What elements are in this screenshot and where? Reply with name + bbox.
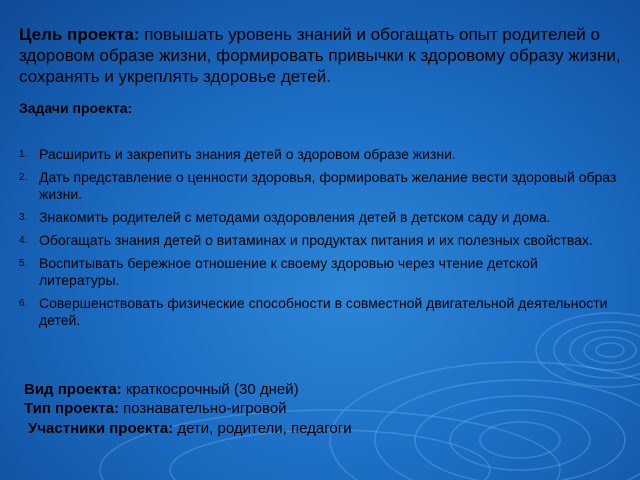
list-item-text: Воспитывать бережное отношение к своему здоровью через чтение детской литературы.: [39, 255, 538, 288]
list-item: [19, 146, 619, 163]
list-item-number: 2.: [19, 172, 28, 183]
list-item-number: 1.: [19, 149, 28, 160]
project-participants: [28, 420, 352, 438]
list-item-number: 6.: [19, 298, 28, 309]
goal-text: повышать уровень знаний и обогащать опыт родителей о здоровом образе жизни, формировать привычки к здоровому образу жизни, сохранять и укреплять здоровье детей.: [19, 25, 621, 86]
project-kind-label: Тип проекта:: [24, 400, 119, 417]
tasks-heading: Задачи проекта:: [19, 100, 133, 116]
list-item: [19, 255, 619, 289]
list-item: [19, 209, 619, 226]
list-item: [19, 295, 619, 329]
list-item: [19, 232, 619, 249]
goal-label: Цель проекта:: [19, 25, 140, 44]
project-kind-value: познавательно-игровой: [118, 400, 287, 417]
project-type: [24, 381, 299, 399]
project-kind: [24, 400, 287, 418]
list-item-text: Дать представление о ценности здоровья, формировать желание вести здоровый образ жизни.: [39, 169, 617, 202]
tasks-list: [19, 146, 619, 335]
project-type-label: Вид проекта:: [24, 381, 122, 398]
list-item-number: 3.: [19, 212, 28, 223]
list-item-text: Расширить и закрепить знания детей о здоровом образе жизни.: [39, 146, 456, 162]
project-type-value: краткосрочный (30 дней): [121, 381, 299, 398]
project-goal: [19, 24, 637, 87]
list-item-text: Обогащать знания детей о витаминах и продуктах питания и их полезных свойствах.: [39, 232, 593, 248]
list-item-number: 4.: [19, 235, 28, 246]
participants-value: дети, родители, педагоги: [173, 420, 352, 437]
list-item-text: Знакомить родителей с методами оздоровления детей в детском саду и дома.: [39, 209, 551, 225]
list-item: [19, 169, 619, 203]
participants-label: Участники проекта:: [28, 420, 174, 437]
list-item-number: 5.: [19, 258, 28, 269]
list-item-text: Совершенствовать физические способности в совместной двигательной деятельности детей.: [39, 295, 608, 328]
